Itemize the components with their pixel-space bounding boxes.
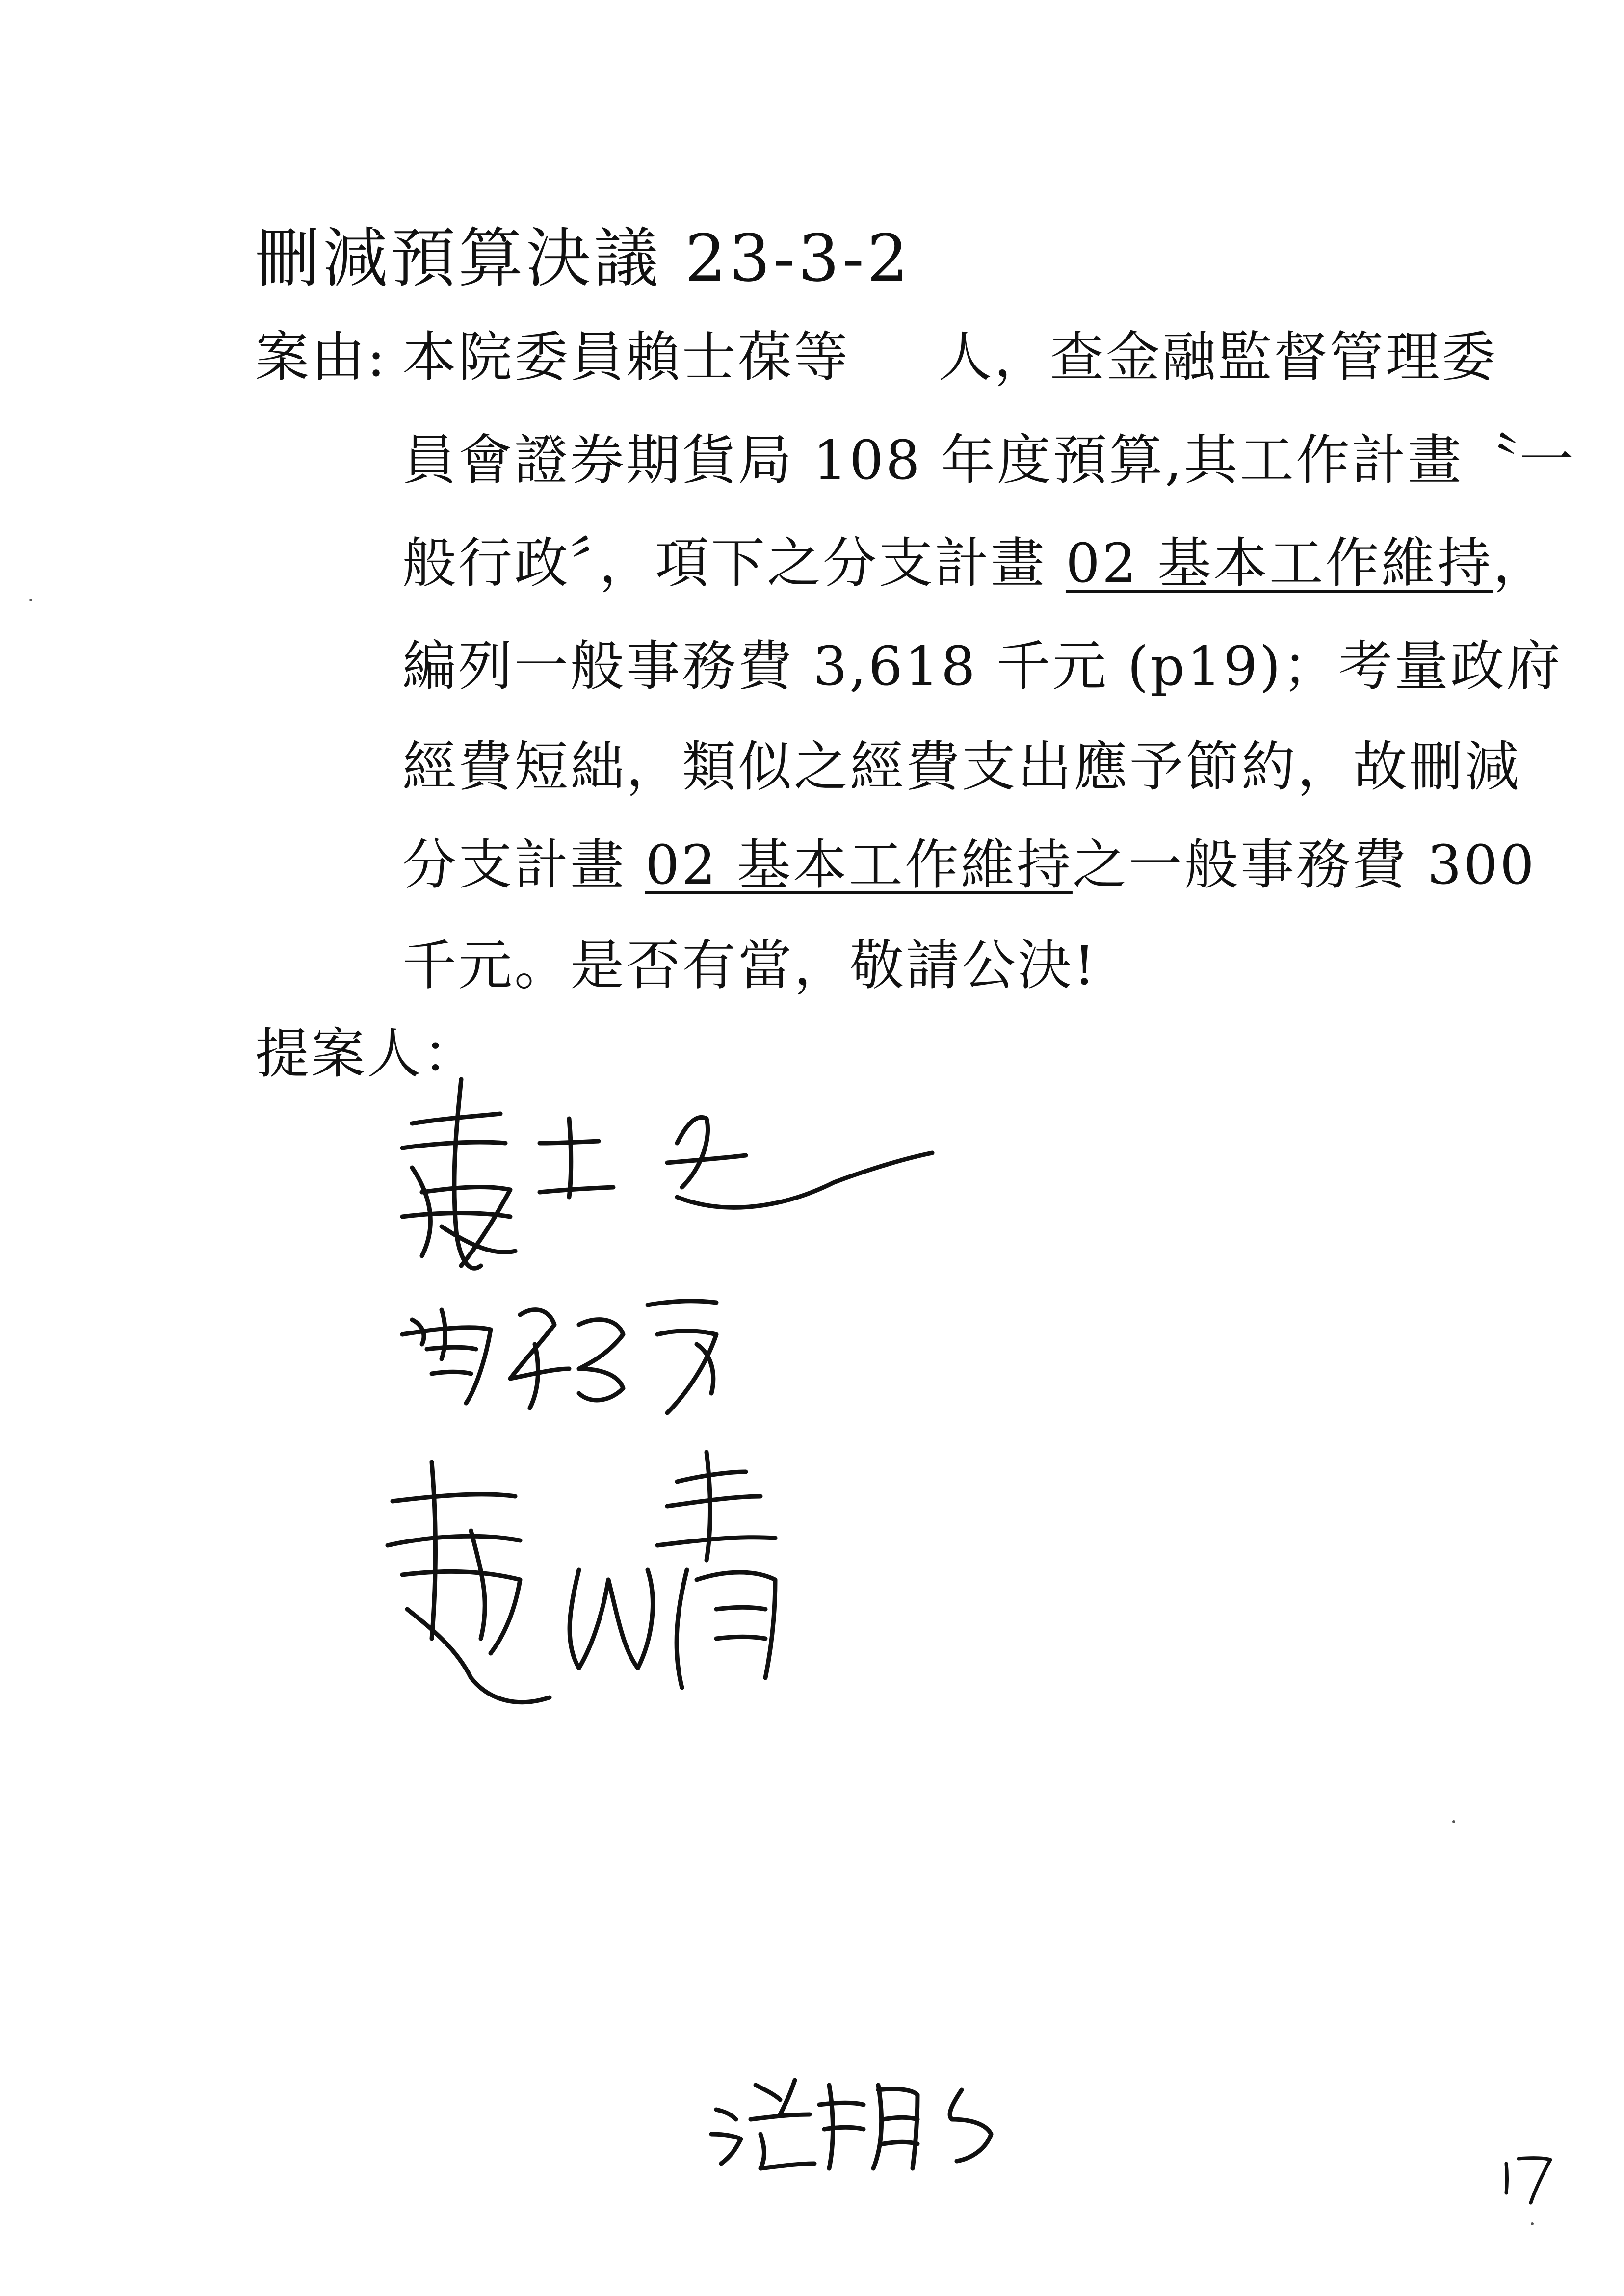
- underlined-plan-name-2: 02 基本工作維持: [645, 834, 1073, 896]
- body-line-1-b: 人，查金融監督管理委: [938, 326, 1497, 389]
- proposer-label: 提案人：: [255, 1022, 479, 1085]
- signature-3: [373, 1423, 913, 1727]
- body-line-7: 千元。是否有當，敬請公決!: [402, 934, 1098, 997]
- page-title: 刪減預算決議 23-3-2: [255, 221, 912, 296]
- reason-label: 案由:: [255, 326, 388, 389]
- body-line-3-a: 般行政〞，項下之分支計畫: [402, 532, 1066, 595]
- body-line-3-b: ，: [1493, 532, 1549, 595]
- scan-speck: [1531, 2222, 1534, 2225]
- body-line-2: 員會證券期貨局 108 年度預算,其工作計畫〝一: [402, 429, 1575, 492]
- underlined-plan-name: 02 基本工作維持: [1065, 532, 1493, 595]
- scan-speck: [29, 599, 32, 601]
- signature-2: [393, 1276, 765, 1423]
- body-line-6: [402, 822, 1536, 899]
- page-number: [1496, 2149, 1560, 2208]
- signature-1: [383, 1070, 952, 1295]
- body-line-4: 編列一般事務費 3,618 千元 (p19)；考量政府: [402, 635, 1563, 698]
- body-line-6-a: 分支計畫: [402, 834, 645, 896]
- body-line-3: [402, 520, 1549, 598]
- handwritten-note: [707, 2065, 1011, 2173]
- scan-speck: [1452, 1820, 1455, 1823]
- body-line-6-b: 之一般事務費 300: [1072, 834, 1536, 896]
- body-line-5: 經費短絀，類似之經費支出應予節約，故刪減: [402, 735, 1521, 798]
- body-line-1: [402, 314, 1497, 391]
- body-line-1-a: 本院委員賴士葆等: [402, 326, 850, 389]
